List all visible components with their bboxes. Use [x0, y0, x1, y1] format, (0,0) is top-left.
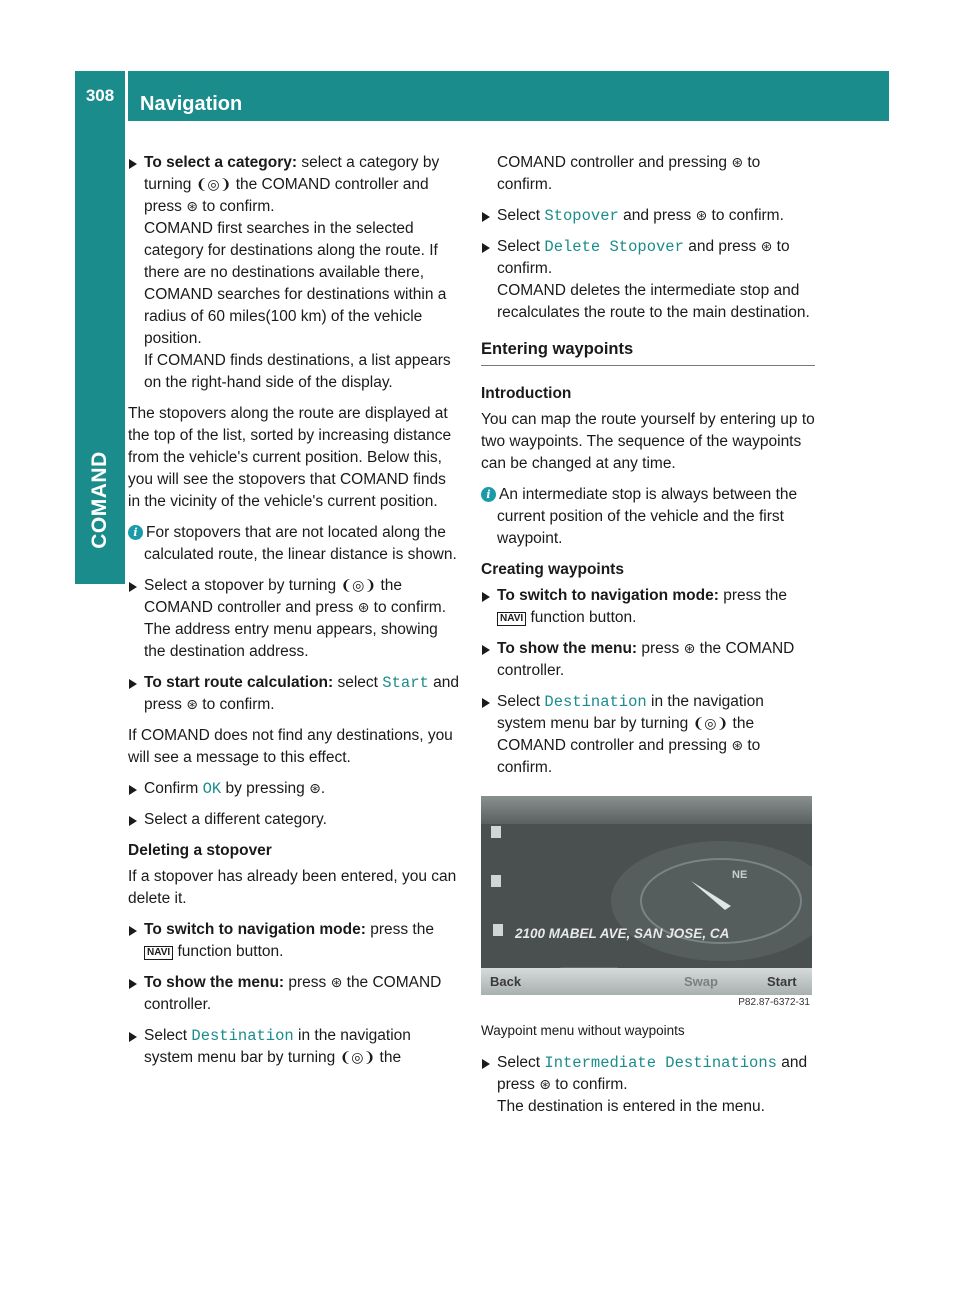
navi-button-icon: NAVI: [497, 612, 526, 626]
controller-press-icon: ⊛: [760, 239, 773, 255]
waypoint-slot-1-icon: [491, 826, 501, 838]
step-select-destination: [128, 1025, 462, 1069]
controller-press-icon: ⊛: [309, 781, 321, 797]
step-text: the COMAND controller and press: [144, 577, 402, 616]
page-number: 308: [85, 86, 115, 105]
step-result: The address entry menu appears, showing the destination address.: [144, 621, 438, 660]
subheading-introduction: Introduction: [481, 385, 572, 402]
controller-press-icon: ⊛: [539, 1077, 551, 1093]
step-select-intermediate: [481, 1052, 815, 1118]
subheading-creating: Creating waypoints: [481, 561, 624, 578]
step-show-menu: [128, 972, 462, 1016]
step-start-route: [128, 672, 462, 716]
paragraph-deleting: If a stopover has already been entered, you can delete it.: [128, 868, 457, 907]
step-text: to confirm.: [707, 207, 784, 224]
step-select-category: [128, 152, 462, 394]
header-divider: [125, 71, 128, 121]
step-text: Select: [144, 1027, 192, 1044]
info-text: For stopovers that are not located along the calculated route, the linear distance is shown.: [144, 524, 457, 563]
step-show-menu: [481, 638, 815, 682]
step-text: to confirm.: [369, 599, 447, 616]
step-text: to confirm.: [497, 154, 761, 193]
step-select-stopover-menu: [481, 205, 815, 227]
step-text: and press: [683, 238, 761, 255]
controller-press-icon: ⊛: [731, 738, 744, 754]
menu-item-start: Start: [382, 674, 429, 692]
controller-turn-icon: ❨◎❩: [340, 578, 377, 594]
paragraph-introduction: You can map the route yourself by entering up to two waypoints. The sequence of the waypoints can be changed at any time.: [481, 411, 815, 472]
step-confirm-ok: [128, 778, 462, 800]
step-result: COMAND first searches in the selected category for destinations along the route. If there are no destinations available there, COMAND searches for destinations within a radius of 60 miles(100 km) of the vehicle position.: [144, 220, 447, 347]
step-text: Confirm: [144, 780, 203, 797]
waypoint-slot-2-icon: [491, 875, 501, 887]
step-text: press the: [718, 587, 787, 604]
step-result: COMAND deletes the intermediate stop and recalculates the route to the main destination.: [497, 282, 810, 321]
step-text: Select a different category.: [144, 811, 327, 828]
step-text: by pressing: [221, 780, 310, 797]
subheading-deleting: Deleting a stopover: [128, 842, 272, 859]
step-text: press: [637, 640, 684, 657]
controller-press-icon: ⊛: [731, 155, 744, 171]
softkey-start: Start: [767, 974, 797, 989]
compass-label: NE: [732, 869, 748, 881]
step-text: to confirm.: [497, 238, 790, 277]
paragraph-not-found: If COMAND does not find any destinations, you will see a message to this effect.: [128, 727, 453, 766]
info-note-intermediate: [481, 484, 815, 550]
softkey-swap: Swap: [684, 974, 718, 989]
step-text: the COMAND controller.: [144, 974, 442, 1013]
step-result: If COMAND finds destinations, a list appears on the right-hand side of the display.: [144, 352, 451, 391]
step-continuation: [481, 152, 815, 196]
page-title: Navigation: [140, 93, 243, 115]
step-text: Select: [497, 693, 545, 710]
menu-item-stopover: Stopover: [544, 207, 619, 225]
controller-turn-icon: ❨◎❩: [339, 1050, 376, 1066]
menu-item-ok: OK: [202, 780, 222, 798]
step-select-destination: [481, 691, 815, 779]
step-text: Select: [497, 207, 545, 224]
screenshot-waypoint-menu: [481, 796, 812, 1010]
info-icon: i: [128, 525, 143, 540]
step-lead: To switch to navigation mode:: [497, 587, 719, 604]
navi-button-icon: NAVI: [144, 946, 173, 960]
step-lead: To switch to navigation mode:: [144, 921, 366, 938]
step-text: Select: [497, 238, 545, 255]
step-text: and press: [497, 1054, 808, 1093]
step-text: function button.: [526, 609, 637, 626]
controller-press-icon: ⊛: [330, 975, 343, 991]
figure-caption: Waypoint menu without waypoints: [481, 1023, 685, 1038]
step-switch-nav: [481, 585, 815, 629]
step-lead: To select a category:: [144, 154, 298, 171]
step-text: to confirm.: [197, 198, 275, 215]
controller-press-icon: ⊛: [186, 199, 198, 215]
info-icon: i: [481, 487, 496, 502]
step-lead: To show the menu:: [497, 640, 638, 657]
step-select-stopover: [128, 575, 462, 663]
info-note-linear: [128, 522, 462, 566]
step-text: .: [320, 780, 326, 797]
step-text: in the navigation system menu bar by turning: [144, 1027, 411, 1066]
side-tab-label: COMAND: [88, 451, 111, 549]
step-result: The destination is entered in the menu.: [497, 1098, 765, 1115]
step-lead: To start route calculation:: [144, 674, 334, 691]
step-text: select a category by turning: [144, 154, 440, 193]
step-text: to confirm.: [497, 737, 761, 776]
step-text: the COMAND controller.: [497, 640, 795, 679]
step-text: function button.: [173, 943, 284, 960]
step-text: Select a stopover by turning: [144, 577, 341, 594]
softkey-back: Back: [490, 974, 522, 989]
image-code: P82.87-6372-31: [738, 997, 810, 1008]
destination-address: 2100 MABEL AVE, SAN JOSE, CA: [515, 926, 730, 941]
step-text: in the navigation system menu bar by turning: [497, 693, 764, 732]
controller-press-icon: ⊛: [683, 641, 696, 657]
menu-item-destination: Destination: [191, 1027, 294, 1045]
step-text: and press: [144, 674, 459, 713]
step-select-delete: [481, 236, 815, 324]
controller-press-icon: ⊛: [357, 600, 370, 616]
step-text: press the: [365, 921, 434, 938]
step-text: press: [284, 974, 331, 991]
paragraph-stopovers: The stopovers along the route are displayed at the top of the list, sorted by increasing distance from the vehicle's current position. Below this, you will see the stopovers that COMAND finds in the vicinity of the vehicle's current position.: [128, 405, 452, 510]
section-heading-waypoints: Entering waypoints: [481, 338, 815, 366]
info-text: An intermediate stop is always between the current position of the vehicle and the first waypoint.: [497, 486, 798, 547]
softkey-bar: [481, 968, 812, 995]
step-text: select: [333, 674, 383, 691]
step-text: the COMAND controller and pressing: [497, 715, 755, 754]
menu-item-destination: Destination: [544, 693, 647, 711]
menu-item-delete-stopover: Delete Stopover: [544, 238, 684, 256]
step-text: COMAND controller and pressing: [497, 154, 732, 171]
controller-turn-icon: ❨◎❩: [692, 716, 729, 732]
menu-item-intermediate-destinations: Intermediate Destinations: [544, 1054, 777, 1072]
step-text: Select: [497, 1054, 545, 1071]
step-select-different: [128, 809, 462, 831]
step-text: the: [375, 1049, 402, 1066]
step-text: to confirm.: [197, 696, 275, 713]
left-column: [128, 152, 462, 1078]
controller-press-icon: ⊛: [695, 208, 708, 224]
step-switch-nav: [128, 919, 462, 963]
image-code-strip: [481, 995, 812, 1010]
controller-press-icon: ⊛: [186, 697, 198, 713]
step-text: to confirm.: [550, 1076, 628, 1093]
step-text: and press: [618, 207, 696, 224]
step-lead: To show the menu:: [144, 974, 285, 991]
step-text: the COMAND controller and press: [144, 176, 429, 215]
right-column: [481, 152, 815, 1127]
destination-flag-icon: [493, 924, 503, 936]
controller-turn-icon: ❨◎❩: [195, 177, 232, 193]
